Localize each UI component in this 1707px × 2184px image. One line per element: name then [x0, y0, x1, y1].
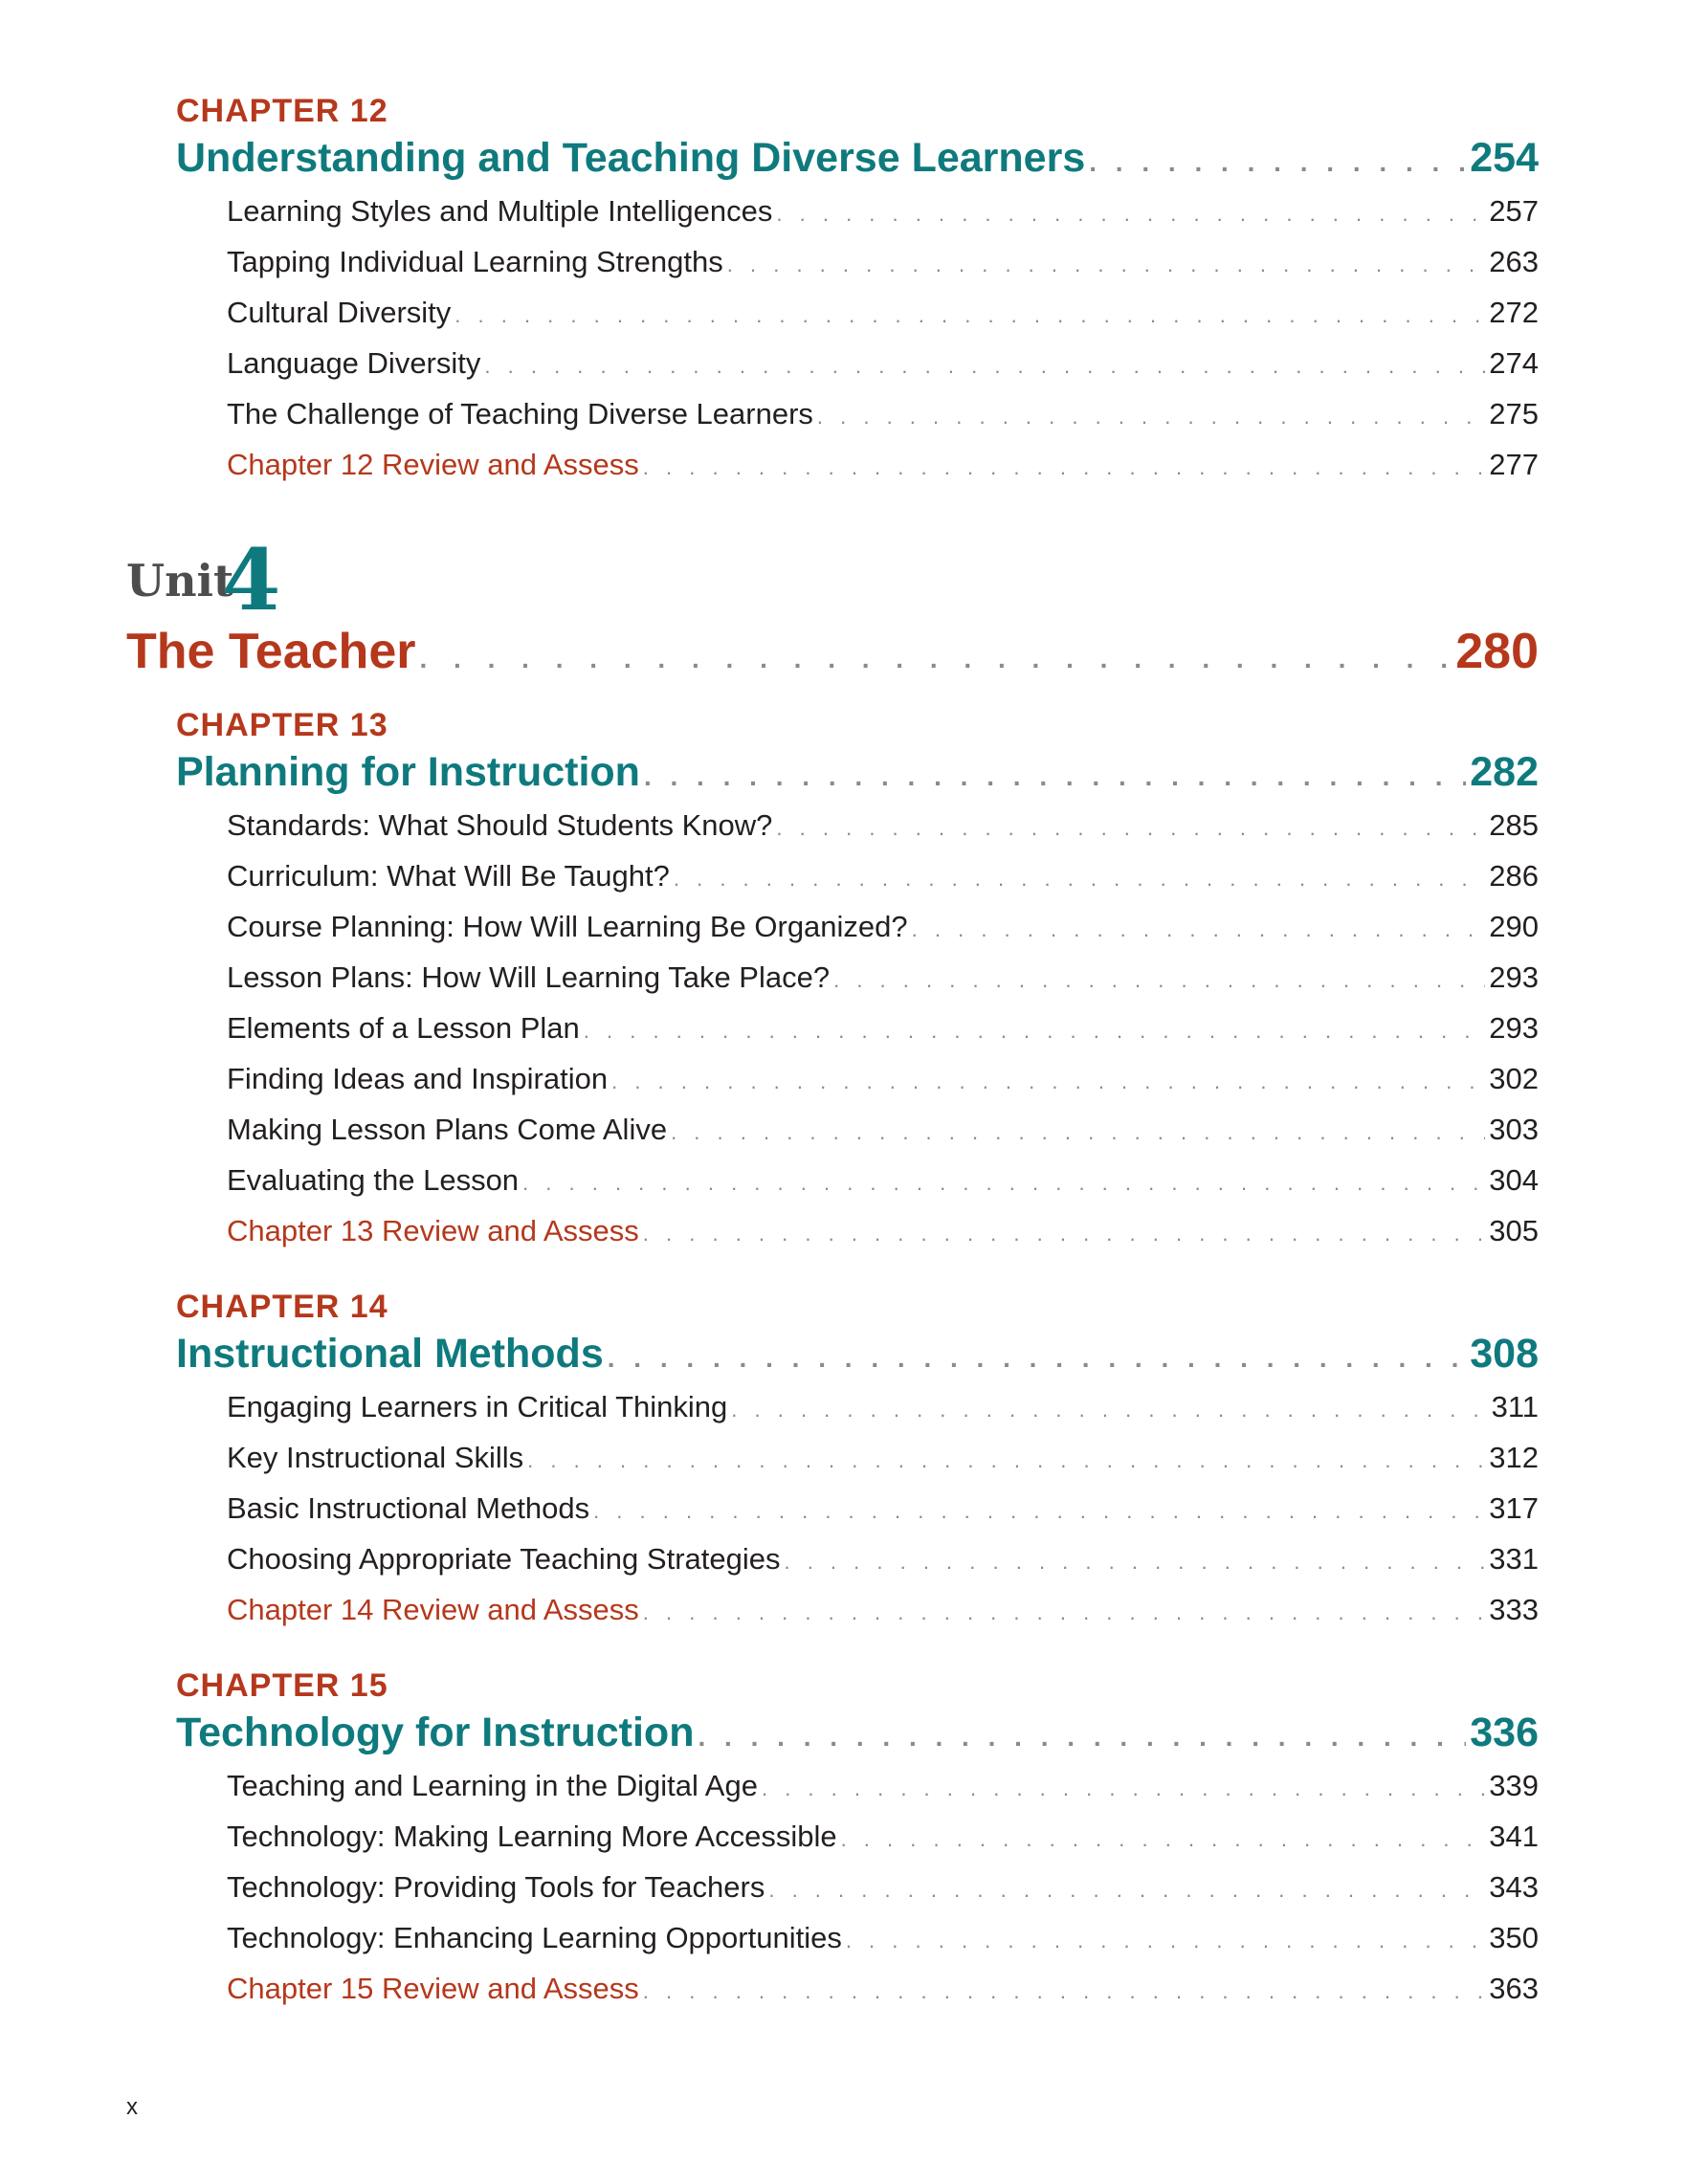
chapter-title: Understanding and Teaching Diverse Learners: [176, 135, 1086, 181]
entry-page-number: 317: [1489, 1491, 1539, 1525]
entry-page-number: 293: [1489, 1011, 1539, 1045]
chapter-14-block: [176, 1288, 1539, 1635]
entry-title: Chapter 14 Review and Assess: [227, 1593, 639, 1626]
dot-leader: [522, 1158, 1485, 1208]
chapter-page-number: 308: [1470, 1331, 1539, 1377]
entry-page-number: 285: [1489, 808, 1539, 842]
toc-entry[interactable]: [227, 186, 1539, 236]
toc-entry[interactable]: [227, 1862, 1539, 1912]
dot-leader: [643, 1587, 1485, 1638]
entry-page-number: 293: [1489, 960, 1539, 994]
entry-page-number: 312: [1489, 1441, 1539, 1474]
dot-leader: [671, 1107, 1485, 1158]
toc-entry[interactable]: [227, 901, 1539, 952]
section-list: [227, 1381, 1539, 1635]
chapter-label: CHAPTER 12: [176, 93, 388, 129]
dot-leader: [484, 341, 1485, 391]
chapter-label: CHAPTER 15: [176, 1667, 388, 1704]
chapter-title: Technology for Instruction: [176, 1710, 695, 1755]
chapter-12-block: [176, 92, 1539, 490]
review-entry[interactable]: [227, 1584, 1539, 1635]
entry-title: Language Diversity: [227, 346, 481, 380]
unit-4-block: [126, 530, 1539, 683]
chapter-13-block: [176, 706, 1539, 1256]
entry-title: Learning Styles and Multiple Intelligences: [227, 194, 773, 228]
dot-leader: [817, 391, 1485, 442]
chapter-label: CHAPTER 13: [176, 707, 388, 743]
entry-page-number: 290: [1489, 910, 1539, 943]
entry-page-number: 275: [1489, 397, 1539, 430]
entry-page-number: 311: [1491, 1390, 1539, 1423]
chapter-title-row[interactable]: [176, 130, 1539, 186]
toc-entry[interactable]: [227, 1483, 1539, 1533]
chapter-title-row[interactable]: [176, 1705, 1539, 1760]
section-list: [227, 800, 1539, 1256]
entry-title: Making Lesson Plans Come Alive: [227, 1113, 668, 1146]
entry-page-number: 363: [1489, 1972, 1539, 2005]
review-entry[interactable]: [227, 439, 1539, 490]
chapter-title: Planning for Instruction: [176, 749, 640, 795]
entry-title: Elements of a Lesson Plan: [227, 1011, 580, 1045]
dot-leader: [776, 803, 1485, 853]
toc-entry[interactable]: [227, 1053, 1539, 1104]
entry-title: Curriculum: What Will Be Taught?: [227, 859, 670, 893]
review-entry[interactable]: [227, 1963, 1539, 2014]
toc-entry[interactable]: [227, 1533, 1539, 1584]
entry-page-number: 304: [1489, 1163, 1539, 1197]
toc-entry[interactable]: [227, 236, 1539, 287]
dot-leader: [784, 1536, 1485, 1587]
section-list: [227, 186, 1539, 490]
dot-leader: [584, 1005, 1485, 1056]
chapter-title: Instructional Methods: [176, 1331, 604, 1377]
entry-title: Chapter 13 Review and Assess: [227, 1214, 639, 1247]
entry-title: Finding Ideas and Inspiration: [227, 1062, 609, 1095]
dot-leader: [608, 1331, 1467, 1386]
entry-title: Key Instructional Skills: [227, 1441, 524, 1474]
entry-title: Basic Instructional Methods: [227, 1491, 590, 1525]
toc-entry[interactable]: [227, 952, 1539, 1003]
toc-entry[interactable]: [227, 1432, 1539, 1483]
chapter-page-number: 336: [1470, 1710, 1539, 1755]
entry-title: Course Planning: How Will Learning Be Organized?: [227, 910, 908, 943]
entry-page-number: 331: [1489, 1542, 1539, 1576]
dot-leader: [611, 1056, 1485, 1107]
unit-label: [126, 530, 1539, 629]
chapter-title-row[interactable]: [176, 744, 1539, 800]
dot-leader: [846, 1915, 1485, 1966]
dot-leader: [644, 749, 1466, 805]
chapter-title-row[interactable]: [176, 1326, 1539, 1381]
entry-page-number: 286: [1489, 859, 1539, 893]
toc-entry[interactable]: [227, 1155, 1539, 1205]
dot-leader: [841, 1814, 1486, 1864]
entry-title: Technology: Enhancing Learning Opportunities: [227, 1921, 842, 1954]
entry-page-number: 302: [1489, 1062, 1539, 1095]
entry-title: Choosing Appropriate Teaching Strategies: [227, 1542, 781, 1576]
chapter-15-block: [176, 1666, 1539, 2014]
entry-page-number: 257: [1489, 194, 1539, 228]
dot-leader: [527, 1435, 1485, 1486]
dot-leader: [912, 904, 1486, 955]
entry-page-number: 341: [1489, 1820, 1539, 1853]
chapter-label: CHAPTER 14: [176, 1289, 388, 1325]
dot-leader: [643, 1966, 1485, 2017]
toc-entry[interactable]: [227, 800, 1539, 850]
dot-leader: [762, 1763, 1485, 1814]
toc-entry[interactable]: [227, 338, 1539, 388]
dot-leader: [776, 188, 1485, 239]
entry-page-number: 305: [1489, 1214, 1539, 1247]
toc-entry[interactable]: [227, 1381, 1539, 1432]
entry-title: Engaging Learners in Critical Thinking: [227, 1390, 728, 1423]
entry-page-number: 263: [1489, 245, 1539, 278]
entry-title: Teaching and Learning in the Digital Age: [227, 1769, 758, 1802]
unit-title-row[interactable]: [126, 620, 1539, 683]
entry-title: Lesson Plans: How Will Learning Take Place?: [227, 960, 831, 994]
dot-leader: [419, 628, 1452, 691]
toc-entry[interactable]: [227, 1104, 1539, 1155]
dot-leader: [593, 1486, 1485, 1536]
dot-leader: [643, 1208, 1485, 1259]
entry-title: Cultural Diversity: [227, 296, 452, 329]
entry-title: Chapter 15 Review and Assess: [227, 1972, 639, 2005]
toc-entry[interactable]: [227, 1003, 1539, 1053]
dot-leader: [674, 853, 1485, 904]
chapter-page-number: 254: [1470, 135, 1539, 181]
entry-page-number: 303: [1489, 1113, 1539, 1146]
entry-title: Chapter 12 Review and Assess: [227, 448, 639, 481]
entry-page-number: 343: [1489, 1870, 1539, 1904]
entry-title: Technology: Making Learning More Accessible: [227, 1820, 837, 1853]
unit-page-number: 280: [1455, 624, 1539, 679]
unit-number: 4: [222, 530, 281, 629]
chapter-page-number: 282: [1470, 749, 1539, 795]
dot-leader: [1089, 135, 1466, 190]
toc-entry[interactable]: [227, 1760, 1539, 1811]
dot-leader: [731, 1384, 1487, 1435]
entry-page-number: 272: [1489, 296, 1539, 329]
toc-entry[interactable]: [227, 1912, 1539, 1963]
review-entry[interactable]: [227, 1205, 1539, 1256]
entry-title: The Challenge of Teaching Diverse Learners: [227, 397, 813, 430]
unit-title: The Teacher: [126, 624, 416, 679]
toc-entry[interactable]: [227, 388, 1539, 439]
section-list: [227, 1760, 1539, 2014]
toc-entry[interactable]: [227, 287, 1539, 338]
toc-entry[interactable]: [227, 1811, 1539, 1862]
dot-leader: [643, 442, 1485, 493]
entry-page-number: 277: [1489, 448, 1539, 481]
dot-leader: [833, 955, 1485, 1005]
entry-page-number: 274: [1489, 346, 1539, 380]
entry-page-number: 350: [1489, 1921, 1539, 1954]
dot-leader: [454, 290, 1485, 341]
dot-leader: [768, 1864, 1485, 1915]
unit-word: Unit: [126, 555, 234, 607]
toc-entry[interactable]: [227, 850, 1539, 901]
entry-title: Tapping Individual Learning Strengths: [227, 245, 723, 278]
entry-title: Evaluating the Lesson: [227, 1163, 520, 1197]
entry-title: Standards: What Should Students Know?: [227, 808, 773, 842]
entry-title: Technology: Providing Tools for Teachers: [227, 1870, 765, 1904]
page-folio: x: [126, 2094, 138, 2120]
dot-leader: [698, 1710, 1466, 1765]
entry-page-number: 339: [1489, 1769, 1539, 1802]
entry-page-number: 333: [1489, 1593, 1539, 1626]
dot-leader: [727, 239, 1486, 290]
